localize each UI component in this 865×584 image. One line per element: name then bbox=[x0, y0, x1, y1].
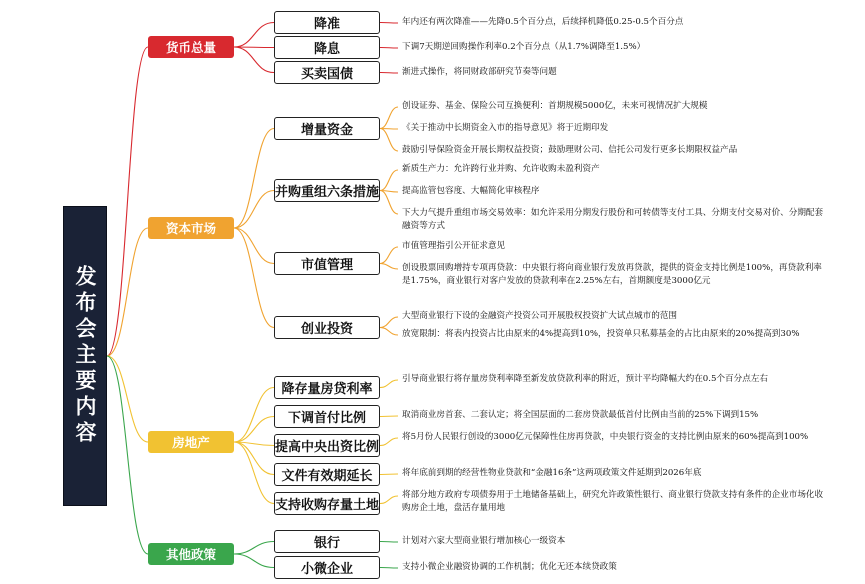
detail-text: 下大力气提升重组市场交易效率：如允许采用分期发行股份和可转债等支付工具、分期支付交易对价、分期配套融资等方式 bbox=[402, 208, 824, 231]
node-label: 文件有效期延长 bbox=[281, 469, 373, 484]
node-label: 买卖国债 bbox=[300, 67, 353, 82]
node-label: 增量资金 bbox=[300, 123, 353, 138]
node-market-cap-mgmt[interactable] bbox=[274, 252, 380, 275]
node-central-funding[interactable] bbox=[274, 434, 380, 457]
category-label: 货币总量 bbox=[165, 40, 216, 55]
node-label: 并购重组六条措施 bbox=[275, 185, 380, 200]
detail-text: 将年底前到期的经营性物业贷款和“金融16条”这两项政策文件延期到2026年底 bbox=[402, 468, 702, 478]
detail-text: 下调7天期逆回购操作利率0.2个百分点（从1.7%调降至1.5%） bbox=[402, 42, 646, 52]
connector-node-detail bbox=[380, 317, 398, 328]
node-incremental-funds[interactable] bbox=[274, 117, 380, 140]
connector-root-category bbox=[107, 228, 148, 356]
connector-node-detail bbox=[380, 496, 398, 504]
detail-text: 计划对六家大型商业银行增加核心一级资本 bbox=[402, 536, 566, 546]
node-small-business[interactable] bbox=[274, 556, 380, 579]
connector-category-node bbox=[234, 442, 274, 475]
detail-text: 新质生产力：允许跨行业并购、允许收购未盈利资产 bbox=[402, 164, 600, 174]
node-label: 降息 bbox=[313, 42, 340, 57]
node-venture-investment[interactable] bbox=[274, 316, 380, 339]
connector-node-detail bbox=[380, 129, 398, 130]
category-label: 资本市场 bbox=[165, 221, 216, 236]
connector-node-detail bbox=[380, 416, 398, 417]
connector-node-detail bbox=[380, 474, 398, 475]
detail-text: 引导商业银行将存量房贷利率降至新发放贷款利率的附近，预计平均降幅大约在0.5个百分点左右 bbox=[402, 374, 769, 384]
node-land-acquisition[interactable] bbox=[274, 492, 380, 515]
detail-text: 将5月份人民银行创设的3000亿元保障性住房再贷款，中央银行资金的支持比例由原来的60%提高到100% bbox=[402, 432, 809, 442]
connector-node-detail bbox=[380, 380, 398, 388]
connector-category-node bbox=[234, 228, 274, 328]
category-label: 其他政策 bbox=[165, 547, 216, 562]
node-ma-measures[interactable] bbox=[274, 179, 380, 202]
connector-category-node bbox=[234, 129, 274, 229]
connector-node-detail bbox=[380, 568, 398, 569]
detail-text: 创设股票回购增持专项再贷款：中央银行将向商业银行发放再贷款，提供的资金支持比例是100%，再贷款利率是1.75%，商业银行对客户发放的贷款利率在2.25%左右，首期额度是3000亿元 bbox=[402, 263, 822, 286]
connector-node-detail bbox=[380, 23, 398, 24]
connector-category-node bbox=[234, 442, 274, 504]
detail-text: 支持小微企业融资协调的工作机制；优化无还本续贷政策 bbox=[402, 562, 617, 572]
connector-category-node bbox=[234, 417, 274, 443]
connector-node-detail bbox=[380, 191, 398, 193]
connector-node-detail bbox=[380, 170, 398, 191]
detail-text: 取消商业房首套、二套认定；将全国层面的二套房贷款最低首付比例由当前的25%下调到15% bbox=[402, 410, 759, 420]
connector-node-detail bbox=[380, 328, 398, 336]
detail-text: 提高监管包容度、大幅简化审核程序 bbox=[402, 186, 540, 196]
connector-category-node bbox=[234, 388, 274, 443]
node-rrr-cut[interactable] bbox=[274, 11, 380, 34]
node-down-payment[interactable] bbox=[274, 405, 380, 428]
node-label: 市值管理 bbox=[300, 258, 353, 273]
category-real-estate[interactable] bbox=[148, 431, 234, 453]
node-label: 小微企业 bbox=[300, 562, 353, 577]
node-label: 银行 bbox=[313, 536, 340, 551]
connector-category-node bbox=[234, 542, 274, 555]
connector-node-detail bbox=[380, 73, 398, 74]
connector-node-detail bbox=[380, 438, 398, 446]
node-label: 下调首付比例 bbox=[287, 411, 366, 426]
connector-node-detail bbox=[380, 264, 398, 270]
connector-root-category bbox=[107, 47, 148, 356]
detail-text: 创设证券、基金、保险公司互换便利：首期规模5000亿，未来可视情况扩大规模 bbox=[402, 101, 708, 111]
category-other-policies[interactable] bbox=[148, 543, 234, 565]
root-title: 发布会主要内容 bbox=[73, 265, 98, 447]
connector-category-node bbox=[234, 554, 274, 568]
detail-text: 放宽限制：将表内投资占比由原来的4%提高到10%，投资单只私募基金的占比由原来的20%提高到30% bbox=[402, 329, 800, 339]
node-label: 创业投资 bbox=[300, 322, 353, 337]
connector-node-detail bbox=[380, 247, 398, 264]
category-capital-market[interactable] bbox=[148, 217, 234, 239]
node-banks[interactable] bbox=[274, 530, 380, 553]
category-monetary[interactable] bbox=[148, 36, 234, 58]
node-label: 提高中央出资比例 bbox=[275, 440, 380, 455]
detail-text: 大型商业银行下设的金融资产投资公司开展股权投资扩大试点城市的范围 bbox=[402, 311, 678, 321]
node-label: 支持收购存量土地 bbox=[275, 498, 380, 513]
detail-text: 将部分地方政府专项债券用于土地储备基础上，研究允许政策性银行、商业银行贷款支持有条件的企业市场化收购房企土地，盘活存量用地 bbox=[402, 490, 824, 513]
connector-node-detail bbox=[380, 48, 398, 49]
detail-text: 市值管理指引公开征求意见 bbox=[402, 241, 506, 251]
detail-text: 渐进式操作，将同财政部研究节奏等问题 bbox=[402, 67, 557, 77]
detail-text: 鼓励引导保险资金开展长期权益投资；鼓励理财公司、信托公司发行更多长期限权益产品 bbox=[402, 145, 738, 155]
connector-category-node bbox=[234, 23, 274, 48]
node-validity-extension[interactable] bbox=[274, 463, 380, 486]
connector-node-detail bbox=[380, 129, 398, 152]
node-label: 降准 bbox=[313, 17, 340, 32]
connector-category-node bbox=[234, 47, 274, 48]
connector-root-category bbox=[107, 356, 148, 554]
connector-node-detail bbox=[380, 191, 398, 215]
node-bond-trading[interactable] bbox=[274, 61, 380, 84]
connector-category-node bbox=[234, 191, 274, 229]
node-label: 降存量房贷利率 bbox=[281, 382, 373, 397]
node-rate-cut[interactable] bbox=[274, 36, 380, 59]
connector-root-category bbox=[107, 356, 148, 442]
category-label: 房地产 bbox=[172, 435, 210, 450]
connector-category-node bbox=[234, 442, 274, 446]
detail-text: 《关于推动中长期资金入市的指导意见》将于近期印发 bbox=[402, 123, 609, 133]
detail-text: 年内还有两次降准——先降0.5个百分点，后续择机降低0.25-0.5个百分点 bbox=[402, 17, 684, 27]
node-mortgage-rate[interactable] bbox=[274, 376, 380, 399]
root-node bbox=[63, 206, 107, 506]
connector-node-detail bbox=[380, 107, 398, 129]
connector-category-node bbox=[234, 228, 274, 264]
connector-node-detail bbox=[380, 542, 398, 543]
connector-category-node bbox=[234, 47, 274, 73]
